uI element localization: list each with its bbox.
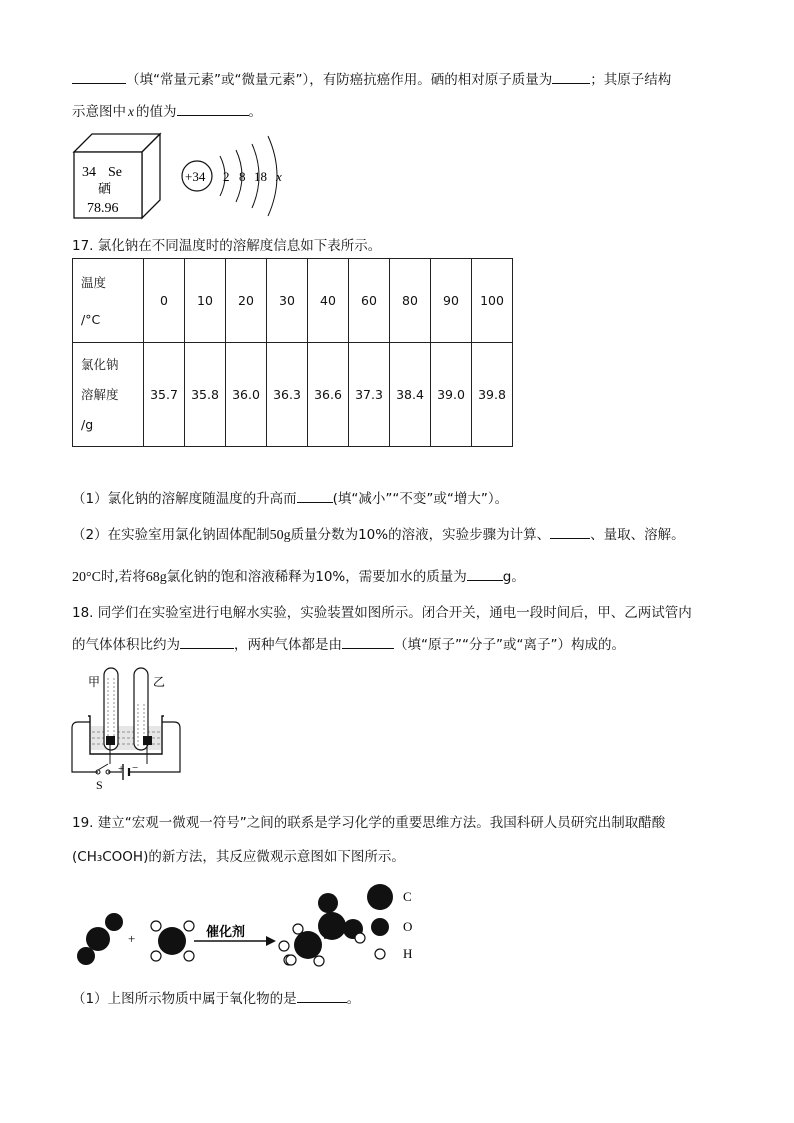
co2-molecule	[77, 913, 123, 965]
table-cell: 30	[267, 259, 308, 343]
battery-plus: +	[118, 763, 125, 775]
answer-blank[interactable]	[180, 634, 234, 649]
table-cell: 40	[308, 259, 349, 343]
element-symbol: Se	[108, 165, 122, 180]
table-cell: 37.3	[349, 343, 390, 447]
solubility-table	[72, 258, 513, 447]
carbon-legend-icon	[367, 884, 393, 910]
element-number: 34	[82, 165, 96, 180]
catalyst-label: 催化剂	[206, 925, 246, 940]
atom-structure	[182, 136, 282, 216]
plus-sign: +	[128, 931, 136, 946]
acetic-acid-molecule	[279, 893, 365, 966]
switch-label: S	[96, 778, 103, 792]
table-cell: 90	[431, 259, 472, 343]
element-mass: 78.96	[87, 201, 119, 216]
q17-sub1: （1）氯化钠的溶解度随温度的升高而 (填“减小”“不变”或“增大”）。	[72, 487, 508, 507]
q19-sub1: （1）上图所示物质中属于氧化物的是 。	[72, 987, 360, 1007]
answer-blank[interactable]	[342, 634, 394, 649]
shell-4: x	[276, 169, 282, 184]
table-cell: 80	[390, 259, 431, 343]
table-cell: 39.0	[431, 343, 472, 447]
nucleus-charge: +34	[185, 169, 206, 184]
tube-label-right: 乙	[153, 675, 166, 689]
oxygen-legend-icon	[371, 918, 389, 936]
shell-2: 8	[239, 169, 246, 184]
answer-blank[interactable]	[72, 69, 126, 84]
selenium-figure	[70, 128, 300, 224]
battery-minus: −	[132, 762, 139, 774]
table-cell: 39.8	[472, 343, 513, 447]
intro-line-2: 示意图中 x 的值为 。	[72, 100, 262, 120]
electrolysis-apparatus	[68, 664, 192, 794]
q18-line-2: 的气体体积比约为 ，两种气体都是由 （填“原子”“分子”或“离子”）构成的。	[72, 633, 625, 653]
hydrogen-legend-icon	[375, 949, 385, 959]
legend-h: H	[403, 946, 413, 961]
answer-blank[interactable]	[177, 101, 249, 116]
table-cell: 36.0	[226, 343, 267, 447]
q19-line-2: (CH₃COOH)的新方法，其反应微观示意图如下图所示。	[72, 849, 405, 865]
table-cell: 60	[349, 259, 390, 343]
answer-blank[interactable]	[550, 524, 590, 539]
answer-blank[interactable]	[552, 69, 590, 84]
table-cell: 100	[472, 259, 513, 343]
q17-sub2: （2）在实验室用氯化钠固体配制50g质量分数为10%的溶液，实验步骤为计算、 、量取、溶解。	[72, 523, 685, 544]
table-cell: 38.4	[390, 343, 431, 447]
q19-line-1: 19. 建立“宏观一微观一符号”之间的联系是学习化学的重要思维方法。我国科研人员研究出制取醋酸	[72, 815, 666, 831]
shell-1: 2	[223, 169, 230, 184]
shell-3: 18	[254, 169, 267, 184]
table-cell: 36.3	[267, 343, 308, 447]
table-row	[73, 259, 513, 343]
tube-label-left: 甲	[88, 675, 101, 689]
answer-blank[interactable]	[467, 566, 503, 581]
table-cell: 10	[185, 259, 226, 343]
intro-line-1: （填“常量元素”或“微量元素”），有防癌抗癌作用。硒的相对原子质量为 ；其原子结构	[72, 68, 671, 88]
ch4-molecule	[151, 921, 194, 961]
table-cell: 36.6	[308, 343, 349, 447]
legend-o: O	[403, 919, 413, 934]
answer-blank[interactable]	[297, 988, 347, 1003]
table-cell: 35.7	[144, 343, 185, 447]
temperature-header: 温度 /°C	[73, 259, 144, 343]
table-cell: 35.8	[185, 343, 226, 447]
atom-legend	[360, 878, 430, 968]
q17-sub3: 20°C时,若将68g氯化钠的饱和溶液稀释为10%，需要加水的质量为 g。	[72, 565, 525, 586]
table-cell: 0	[144, 259, 185, 343]
q17-stem: 17. 氯化钠在不同温度时的溶解度信息如下表所示。	[72, 238, 382, 254]
solubility-header: 氯化钠 溶解度 /g	[73, 343, 144, 447]
element-name: 硒	[98, 182, 112, 197]
table-row	[73, 343, 513, 447]
q18-line-1: 18. 同学们在实验室进行电解水实验，实验装置如图所示。闭合开关，通电一段时间后，甲、乙两试管内	[72, 605, 692, 621]
answer-blank[interactable]	[297, 488, 333, 503]
table-cell: 20	[226, 259, 267, 343]
legend-c: C	[403, 889, 412, 904]
